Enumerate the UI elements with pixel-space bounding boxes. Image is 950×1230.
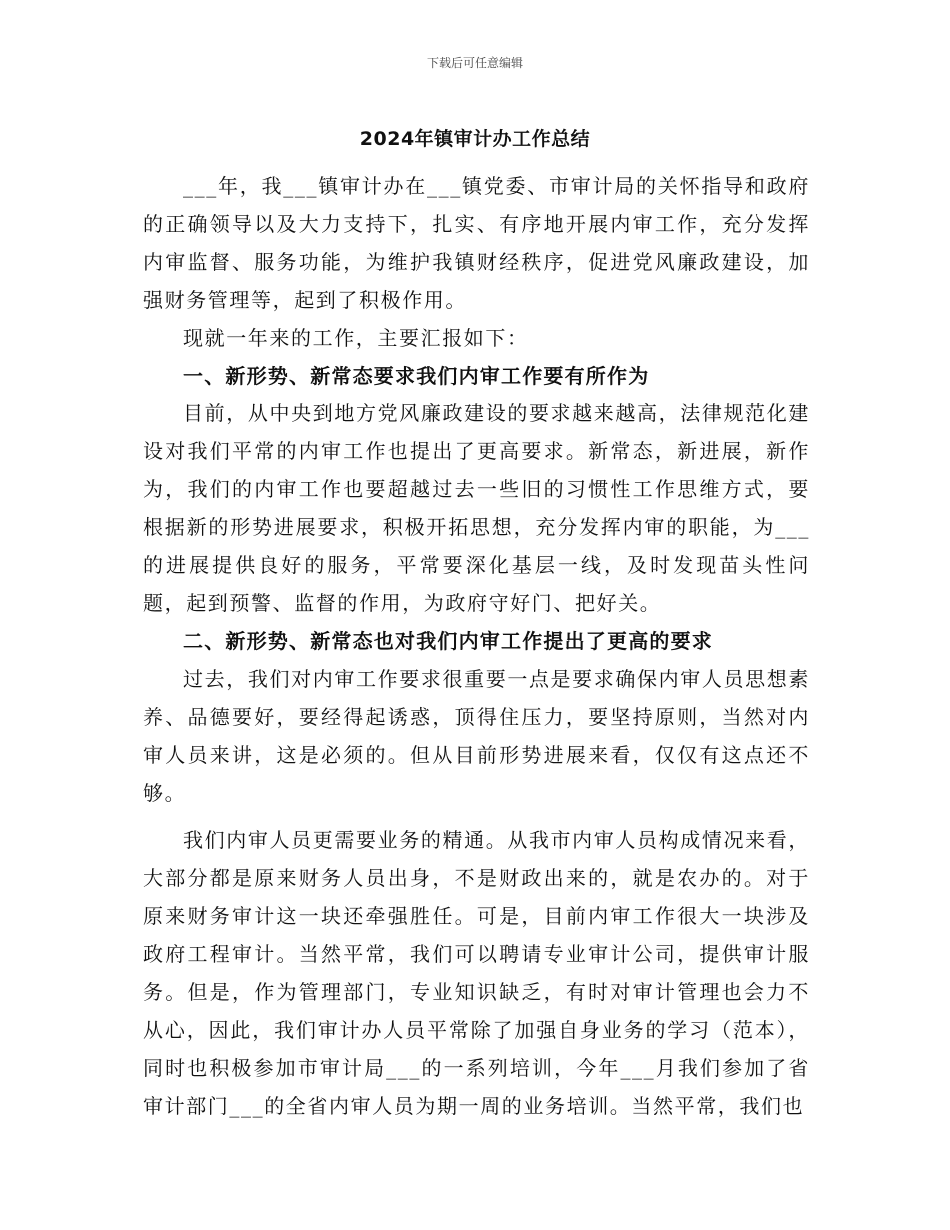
page-header-note: 下载后可任意编辑 [426,56,523,70]
document-title: 2024年镇审计办工作总结 [359,128,591,150]
section-2-paragraph-2: 我们内审人员更需要业务的精通。从我市内审人员构成情况来看，大部分都是原来财务人员出身，不是财政出来的，就是农办的。对于原来财务审计这一块还牵强胜任。可是，目前内审工作很大一块涉及政府工程审计。当然平常，我们可以聘请专业审计公司，提供审计服务。但是，作为管理部门，专业知识缺乏，有时对审计管理也会力不从心，因此，我们审计办人员平常除了加强自身业务的学习（范本），同时也积极参加市审计局___的一系列培训，今年___月我们参加了省审计部门___的全省内审人员为期一周的业务培训。当然平常，我们也 [143,828,810,1118]
section-heading-2: 二、新形势、新常态也对我们内审工作提出了更高的要求 [183,628,713,653]
section-2-paragraph-1: 过去，我们对内审工作要求很重要一点是要求确保内审人员思想素养、品德要好，要经得起诱惑，顶得住压力，要坚持原则，当然对内审人员来讲，这是必须的。但从目前形势进展来看，仅仅有这点还不够。 [143,666,810,805]
document-body [143,168,810,1126]
section-1-paragraph: 目前，从中央到地方党风廉政建设的要求越来越高，法律规范化建设对我们平常的内审工作也提出了更高要求。新常态，新进展，新作为，我们的内审工作也要超越过去一些旧的习惯性工作思维方式，要根据新的形势进展要求，积极开拓思想，充分发挥内审的职能，为___的进展提供良好的服务，平常要深化基层一线，及时发现苗头性问题，起到预警、监督的作用，为政府守好门、把好关。 [143,401,810,615]
section-heading-1: 一、新形势、新常态要求我们内审工作要有所作为 [183,363,650,388]
summary-lead-paragraph: 现就一年来的工作，主要汇报如下： [183,325,529,350]
intro-paragraph: ___年，我___镇审计办在___镇党委、市审计局的关怀指导和政府的正确领导以及大力支持下，扎实、有序地开展内审工作，充分发挥内审监督、服务功能，为维护我镇财经秩序，促进党风廉政建设，加强财务管理等，起到了积极作用。 [143,174,810,312]
